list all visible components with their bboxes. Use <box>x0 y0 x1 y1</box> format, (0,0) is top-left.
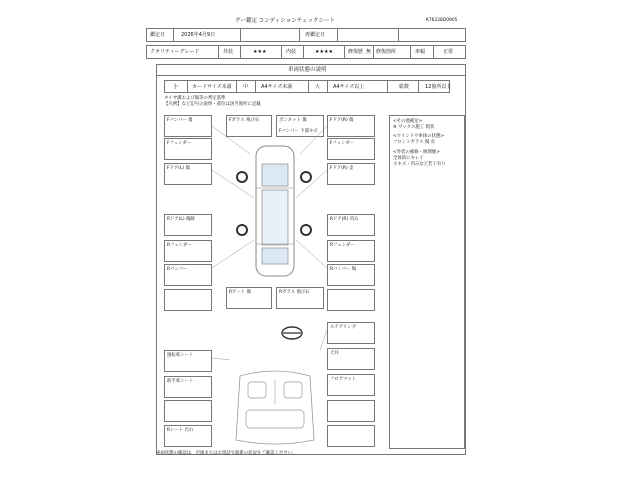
legend-large-label: 大 <box>315 84 321 90</box>
exterior-comment-box <box>164 264 212 286</box>
repair-label: 修復歴 <box>348 49 364 55</box>
divider <box>240 29 241 41</box>
exterior-comment: Rバンパー <box>167 267 188 272</box>
divider <box>255 81 256 92</box>
exterior-comment-box <box>164 214 212 236</box>
remark-line: ※ ワックス施工 現状 <box>393 125 435 130</box>
divider <box>218 46 219 58</box>
exterior-comment: Fドア(L) 傷 <box>167 166 190 171</box>
exterior-comment-box <box>226 287 272 309</box>
exterior-comment: Fバンパー 傷 <box>167 118 193 123</box>
exterior-comment-box <box>327 115 375 137</box>
exterior-comment: Rフェンダー <box>330 243 355 248</box>
exterior-comment-box <box>276 115 324 137</box>
exterior-comment: Rドア(R) 凹み <box>330 217 359 222</box>
remark-line: 小キズ・凹みなど若干有り <box>393 162 446 167</box>
divider <box>387 81 388 92</box>
exterior-comment-box <box>226 115 272 137</box>
exterior-comment: ボンネット 傷 <box>279 118 307 123</box>
legend-medium-label: 中 <box>243 84 249 90</box>
interior-comment-box <box>327 348 375 370</box>
interior-comment-box <box>164 400 212 422</box>
exterior-comment-box <box>327 138 375 160</box>
exterior-comment-box <box>164 115 212 137</box>
remarks-panel <box>389 115 465 449</box>
header-row-2 <box>146 45 466 59</box>
odometer-label: 車幅 <box>415 49 426 55</box>
quality-label: クオリティーグレード <box>150 49 200 55</box>
repair-value: 無 <box>366 49 372 55</box>
divider <box>156 75 466 76</box>
divider <box>236 81 237 92</box>
divider <box>303 46 304 58</box>
exterior-comment: Fフェンダー <box>167 141 192 146</box>
divider <box>281 46 282 58</box>
divider <box>327 81 328 92</box>
exterior-comment-box <box>327 264 375 286</box>
interior-comment-box <box>164 425 212 447</box>
divider <box>337 29 338 41</box>
car-top-view-diagram <box>230 140 320 282</box>
divider <box>373 46 374 58</box>
exterior-comment: Fドア(R) 歪 <box>330 166 354 171</box>
section-title: 車両状態の説明 <box>288 67 327 73</box>
inspector-label: 再鑑定日 <box>305 32 326 38</box>
footer-note: 車両状態の確認は、店頭またはお電話で最新の状況をご確認ください。 <box>156 451 297 456</box>
divider <box>308 81 309 92</box>
document-id: K76228D0905 <box>426 18 458 23</box>
interior-comment-box <box>327 400 375 422</box>
divider <box>418 81 419 92</box>
divider <box>433 46 434 58</box>
divider <box>187 81 188 92</box>
exterior-grade: ★★★ <box>253 49 267 55</box>
divider <box>344 46 345 58</box>
interior-comment-box <box>327 425 375 447</box>
interior-comment: 天井 <box>330 351 339 356</box>
exterior-comment-box <box>327 163 375 185</box>
divider <box>299 29 300 41</box>
exterior-label: 外装 <box>223 49 234 55</box>
header-row-1 <box>146 28 466 42</box>
exterior-comment: Fバンパー 下部キズ <box>279 129 318 134</box>
legend-extra-label: 総数 <box>399 84 410 90</box>
remark-line: 全体的にキレイ <box>393 156 424 161</box>
exterior-comment-box <box>327 240 375 262</box>
remark-line: <ウインドウ車体の状態> <box>393 134 445 139</box>
steering-wheel-icon <box>280 325 304 341</box>
exterior-comment: Rドア(L) 傷跡 <box>167 217 195 222</box>
exterior-comment: Rゲート 傷 <box>229 290 252 295</box>
exterior-comment: Rガラス 飛び石 <box>279 290 310 295</box>
interior-comment: Rシート 汚れ <box>167 428 194 433</box>
exterior-comment-box <box>327 289 375 311</box>
divider <box>410 46 411 58</box>
remark-line: フロントガラス 傷 有 <box>393 140 436 145</box>
exterior-comment-box <box>164 240 212 262</box>
exterior-comment: Fガラス 飛び石 <box>229 118 260 123</box>
car-interior-diagram <box>230 370 320 450</box>
size-legend <box>164 80 450 93</box>
exterior-comment-box <box>327 214 375 236</box>
exterior-comment-box <box>276 287 324 309</box>
remarks-title: <その他補足> <box>393 119 423 124</box>
divider <box>398 29 399 41</box>
exterior-comment: Rバンパー 傷 <box>330 267 357 272</box>
exterior-comment: Fフェンダー <box>330 141 355 146</box>
note-line: タイヤ溝および傷等の判定基準 <box>164 96 226 101</box>
exterior-comment: Fドア(R) 傷 <box>330 118 354 123</box>
divider <box>240 46 241 58</box>
legend-small-value: カードサイズ未満 <box>192 84 232 90</box>
interior-comment: フロアマット <box>330 377 357 382</box>
interior-comment-box <box>327 374 375 396</box>
exterior-comment-box <box>164 138 212 160</box>
date-label: 鑑定日 <box>150 32 166 38</box>
interior-comment-box <box>327 322 375 344</box>
remark-line: <外装の補修・修理歴> <box>393 150 440 155</box>
repair-detail-label: 修復箇所 <box>376 49 397 55</box>
exterior-comment-box <box>164 163 212 185</box>
date-value: 2026年4月9日 <box>181 32 216 38</box>
odometer-value: 正常 <box>443 49 454 55</box>
exterior-comment-box <box>164 289 212 311</box>
divider <box>173 29 174 41</box>
interior-grade: ★★★★ <box>315 49 333 55</box>
interior-comment: ステアリング <box>330 325 356 330</box>
interior-label: 内装 <box>286 49 297 55</box>
legend-medium-value: A4サイズ未満 <box>261 84 293 90</box>
interior-comment: 助手席シート <box>167 379 194 384</box>
sheet-title: グー鑑定 コンディションチェックシート <box>235 18 336 24</box>
interior-comment: 運転席シート <box>167 353 194 358</box>
legend-large-value: A4サイズ以上 <box>333 84 365 90</box>
legend-small-label: 小 <box>173 84 179 90</box>
note-line: 【凡例】など記号の説明・部位は該当箇所に記載 <box>164 102 261 107</box>
legend-extra-value: 12箇所以上 <box>425 84 452 90</box>
exterior-comment: Rフェンダー <box>167 243 192 248</box>
interior-comment-box <box>164 350 212 372</box>
interior-comment-box <box>164 376 212 398</box>
